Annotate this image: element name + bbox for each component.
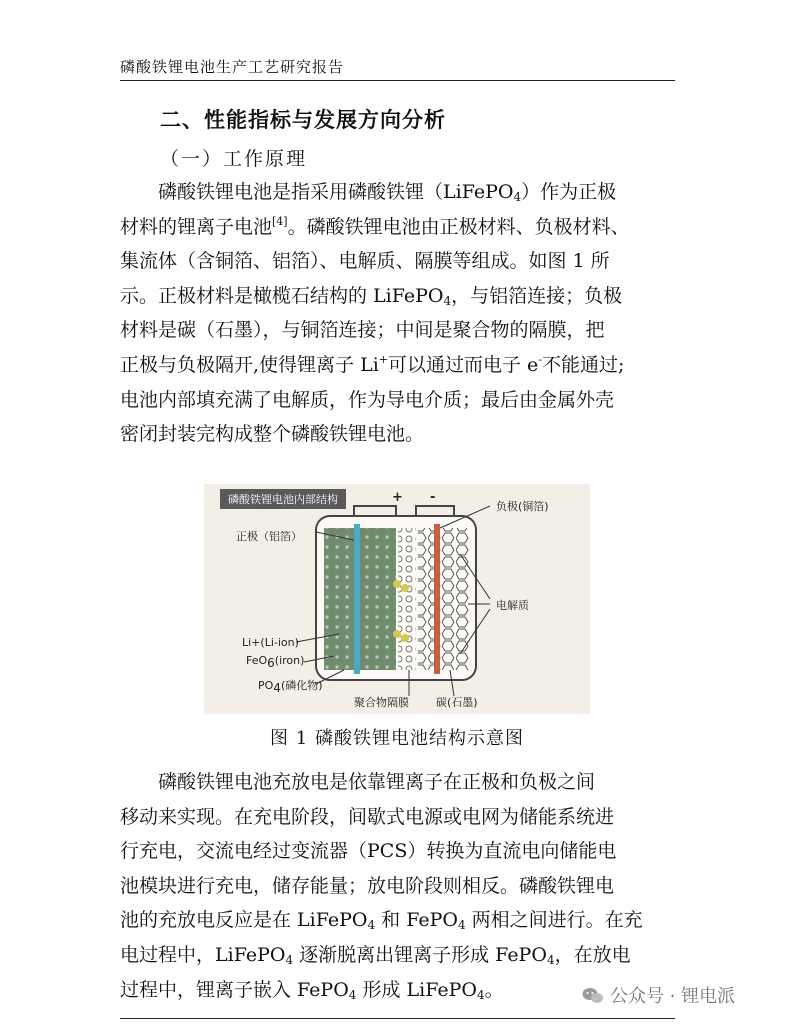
page-header [120,56,675,81]
wechat-watermark [582,982,735,1010]
text-line: 材料的锂离子电池[4]。磷酸铁锂电池由正极材料、负极材料、 [120,214,630,238]
paragraph-working-principle [120,175,675,452]
li-ion [401,634,409,642]
watermark-text: 公众号 · 锂电派 [610,986,736,1007]
wechat-icon [582,987,604,1010]
text-line: 池模块进行充电，储存能量；放电阶段则相反。磷酸铁锂电 [120,874,615,897]
text-line: 磷酸铁锂电池是指采用磷酸铁锂（LiFePO$_4$）作为正极 [120,181,617,204]
text-line: 行充电，交流电经过变流器（PCS）转换为直流电向储能电 [120,840,617,863]
positive-terminal [354,506,396,516]
text-line: 正极与负极隔开,使得锂离子 Li+可以通过而电子 e-不能通过; [120,352,625,376]
text-line: 磷酸铁锂电池充放电是依靠锂离子在正极和负极之间 [120,771,596,793]
label-separator: 聚合物隔膜 [354,696,409,709]
citation[interactable]: [4] [272,214,288,228]
copper-foil [434,524,440,674]
text-line: 过程中，锂离子嵌入 FePO$_4$ 形成 LiFePO$_4$。 [120,978,504,1002]
li-ion [393,580,401,588]
text-line: 电池内部填充满了电解质，作为导电介质；最后由金属外壳 [120,388,615,411]
footer-rule [120,1018,675,1019]
text-line: 池的充放电反应是在 LiFePO$_4$ 和 FePO$_4$ 两相之间进行。在充 [120,909,643,933]
text-line: 密闭封装完构成整个磷酸铁锂电池。 [120,423,425,446]
text-line: 示。正极材料是橄榄石结构的 LiFePO$_4$，与铝箔连接；负极 [120,284,623,308]
subsection-heading: （一）工作原理 [160,148,308,170]
label-graphite: 碳(石墨) [436,696,478,709]
paragraph-charge-discharge [120,765,675,1007]
figure-title: 磷酸铁锂电池内部结构 [220,489,346,509]
li-ion [393,630,401,638]
figure-caption: 图 1 磷酸铁锂电池结构示意图 [270,728,524,749]
label-phosphate: $PO_4$(磷化物) [258,679,323,695]
header-title: 磷酸铁锂电池生产工艺研究报告 [120,58,345,76]
battery-structure-figure [204,484,590,714]
li-ion [401,584,409,592]
label-electrolyte: 电解质 [496,599,529,612]
positive-sign: + [392,490,403,505]
negative-terminal [416,506,454,516]
text-line: 电过程中，LiFePO$_4$ 逐渐脱离出锂离子形成 FePO$_4$，在放电 [120,943,631,967]
text-line: 移动来实现。在充电阶段，间歇式电源或电网为储能系统进 [120,805,615,828]
label-cathode: 正极（铝箔） [236,530,302,543]
text-line: 集流体（含铜箔、铝箔）、电解质、隔膜等组成。如图 1 所 [120,250,610,273]
section-heading: 二、性能指标与发展方向分析 [160,108,446,132]
label-li-ion: Li+(Li-ion) [242,636,299,649]
label-iron: FeO$_6$(iron) [246,654,305,670]
graphite-left [418,528,434,670]
graphite-right [440,528,470,670]
label-anode: 负极(铜箔) [496,500,549,513]
negative-sign: - [430,490,436,505]
aluminium-foil [354,524,360,674]
separator [398,528,416,670]
text-line: 材料是碳（石墨），与铜箔连接；中间是聚合物的隔膜，把 [120,319,605,342]
